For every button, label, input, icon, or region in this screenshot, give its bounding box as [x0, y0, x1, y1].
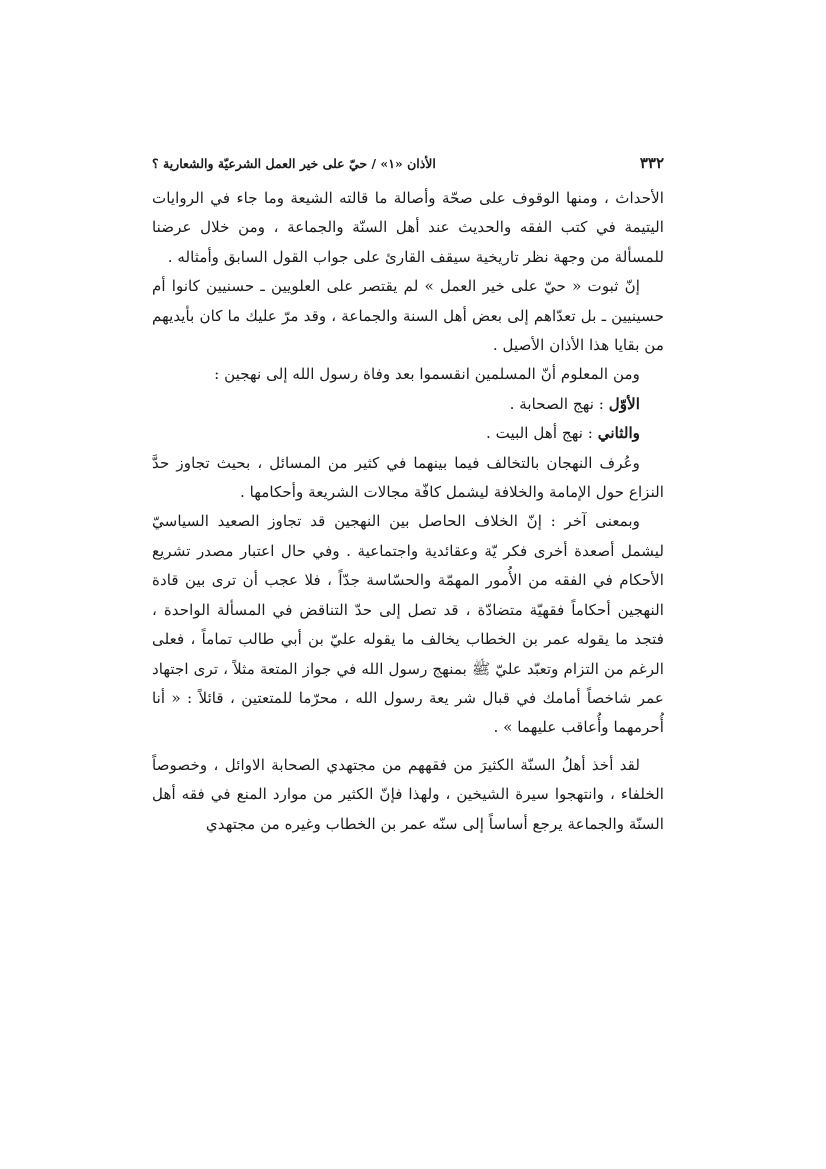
- chapter-title: الأذان «١» / حيّ على خير العمل الشرعيّة والشعارية ؟: [152, 155, 436, 171]
- list-item: [152, 419, 664, 448]
- page-number: ٣٣٢: [639, 154, 664, 172]
- list-item-text: : نهج الصحابة .: [509, 394, 609, 413]
- paragraph: وبمعنى آخر : إنّ الخلاف الحاصل بين النهجين قد تجاوز الصعيد السياسيّ ليشمل أصعدة أخرى فكر يّة وعقائدية واجتماعية . وفي حال اعتبار مصدر تشريع الأحكام في الفقه من الأُمور المهمّة والحسّاسة جدّاً ، فلا عجب أن ترى بين قادة النهجين أحكاماً فقهيّة متضادّة ، قد تصل إلى حدّ التناقض في المسألة الواحدة ، فتجد ما يقوله عمر بن الخطاب يخالف ما يقوله عليّ بن أبي طالب تماماً ، فعلى الرغم من التزام وتعبّد عليّ ﷺ بمنهج رسول الله في جواز المتعة مثلاً ، ترى اجتهاد عمر شاخصاً أمامك في قبال شر يعة رسول الله ، محرّما للمتعتين ، قائلاً : « أنا أُحرمهما وأُعاقب عليهما » .: [152, 512, 664, 737]
- list-item-term: الأوّل: [608, 394, 640, 413]
- body-text: [152, 184, 664, 839]
- list-item-term: والثاني: [597, 424, 640, 443]
- paragraph: الأحداث ، ومنها الوقوف على صحّة وأصالة ما قالته الشيعة وما جاء في الروايات اليتيمة في كتب الفقه والحديث عند أهل السنّة والجماعة ، ومن خلال عرضنا للمسألة من وجهة نظر تاريخية سيقف القارئ على جواب القول السابق وأمثاله .: [152, 189, 664, 266]
- running-header: [152, 150, 664, 176]
- list-item: [152, 390, 664, 419]
- paragraph: لقد أخذ أهلُ السنّة الكثيرَ من فقههم من مجتهدي الصحابة الاوائل ، وخصوصاً الخلفاء ، وانتهجوا سيرة الشيخين ، ولهذا فإنّ الكثير من موارد المنع في فقه أهل السنّة والجماعة يرجع أساساً إلى سنّه عمر بن الخطاب وغيره من مجتهدي: [152, 755, 664, 833]
- paragraph: ومن المعلوم أنّ المسلمين انقسموا بعد وفاة رسول الله إلى نهجين :: [214, 365, 640, 384]
- list-item-text: : نهج أهل البيت .: [485, 424, 598, 443]
- paragraph: وعُرف النهجان بالتخالف فيما بينهما في كثير من المسائل ، بحيث تجاوز حدَّ النزاع حول الإمامة والخلافة ليشمل كافّة مجالات الشريعة وأحكامها .: [152, 453, 664, 502]
- paragraph: إنّ ثبوت « حيّ على خير العمل » لم يقتصر على العلويين ـ حسنيين كانوا أم حسينيين ـ بل تعدّاهم إلى بعض أهل السنة والجماعة ، وقد مرّ عليك ما كان بأيديهم من بقايا هذا الأذان الأصيل .: [152, 277, 664, 355]
